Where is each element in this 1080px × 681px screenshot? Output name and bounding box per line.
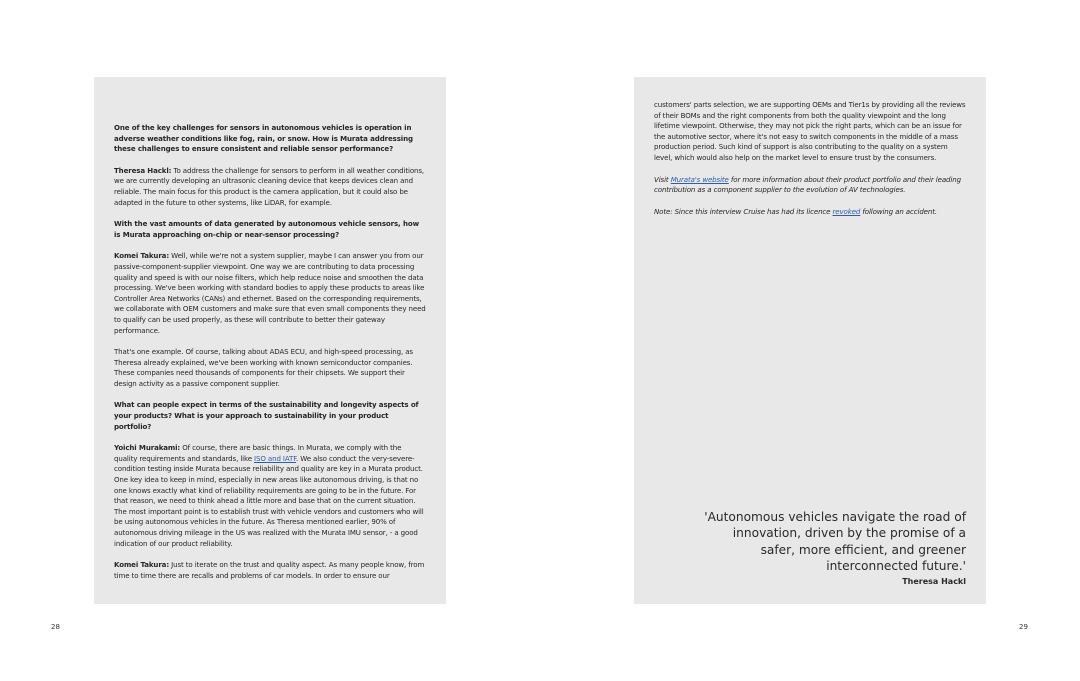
right-page <box>634 77 986 604</box>
speaker-name: Komei Takura: <box>114 251 170 261</box>
iso-iatf-link[interactable]: ISO and IATF <box>254 453 297 463</box>
left-page <box>94 77 446 604</box>
pull-quote: 'Autonomous vehicles navigate the road of innovation, driven by the promise of a safer, more efficient, and greener interconnected future.' <box>704 510 966 573</box>
right-page-text-column <box>654 100 966 217</box>
question-data-processing: With the vast amounts of data generated by autonomous vehicle sensors, how is Murata approaching on-chip or near-sensor processing? <box>114 219 419 239</box>
answer-text: To address the challenge for sensors to perform in all weather conditions, we are currently developing an ultrasonic cleaning device that keeps devices clean and reliable. The main focus for this product is the camera application, but it could also be adapted in the future to other systems, like LiDAR, for example. <box>114 165 425 207</box>
left-page-text-column <box>114 123 426 581</box>
answer-data-processing <box>114 251 426 336</box>
speaker-name: Komei Takura: <box>114 560 170 570</box>
answer-text: Just to iterate on the trust and quality aspect. As many people know, from time to time there are recalls and problems of car models. In order to ensure our <box>114 560 425 580</box>
page-number-left: 28 <box>51 623 60 631</box>
question-sustainability: What can people expect in terms of the sustainability and longevity aspects of your products? What is your approach to sustainability in your product portfolio? <box>114 400 419 431</box>
answer-text: . We also conduct the very-severe-condition testing inside Murata because reliability and quality are key in a Murata product. One key idea to keep in mind, especially in new areas like autonomous driving, is that no one knows exactly what kind of reliability requirements are going to be in the future. For that reason, we need to think ahead a little more and base that on the current situation. The most important point is to establish trust with vehicle vendors and customers who will be using autonomous vehicles in the future. As Theresa mentioned earlier, 90% of autonomous driving mileage in the US was realized with the Murata IMU sensor, - a good indication of our product reliability. <box>114 453 424 548</box>
speaker-name: Yoichi Murakami: <box>114 443 181 453</box>
answer-text: Of course, there are basic things. In Murata, we comply with the quality requirements and standards, like <box>114 443 402 463</box>
answer-sustainability <box>114 443 426 549</box>
licence-note: Note: Since this interview Cruise has had its licence revoked following an accident. <box>654 206 938 216</box>
answer-text: Well, while we're not a system supplier, maybe I can answer you from our passive-component-supplier viewpoint. One way we are contributing to data processing quality and speed is with our noise filters, which help reduce noise and smoothen the data processing. We've been working with standard bodies to apply these products to areas like Controller Area Networks (CANs) and ethernet. Based on the corresponding requirements, we collaborate with OEM customers and make sure that even small components they need to qualify can be used properly, as these will contribute to better their gateway performance. <box>114 251 426 335</box>
answer-weather <box>114 166 426 208</box>
visit-website-note: Visit Murata's website for more information about their product portfolio and their leading contribution as a component supplier to the evolution of AV technologies. <box>654 174 961 195</box>
pull-quote-author: Theresa Hackl <box>902 577 966 586</box>
answer-data-processing-continued: That's one example. Of course, talking about ADAS ECU, and high-speed processing, as Theresa already explained, we've been working with known semiconductor companies. These companies need thousands of components for their chipsets. We support their design activity as a passive component supplier. <box>114 347 413 388</box>
page-number-right: 29 <box>1019 623 1028 631</box>
revoked-link[interactable]: revoked <box>832 206 861 216</box>
question-weather: One of the key challenges for sensors in autonomous vehicles is operation in adverse weather conditions like fog, rain, or snow. How is Murata addressing these challenges to ensure consistent and reliable sensor performance? <box>114 123 413 154</box>
answer-trust-continued: customers' parts selection, we are supporting OEMs and Tier1s by providing all the reviews of their BOMs and the right components from both the quality viewpoint and the long lifetime viewpoint. Otherwise, they may not pick the right parts, which can be an issue for the automotive sector, where it's not easy to switch components in the middle of a mass production period. Such kind of support is also contributing to the quality on a system level, which would also help on the market level to ensure trust by the consumers. <box>654 100 966 162</box>
speaker-name: Theresa Hackl: <box>114 165 172 175</box>
answer-trust <box>114 560 426 581</box>
murata-website-link[interactable]: Murata's website <box>670 174 729 184</box>
